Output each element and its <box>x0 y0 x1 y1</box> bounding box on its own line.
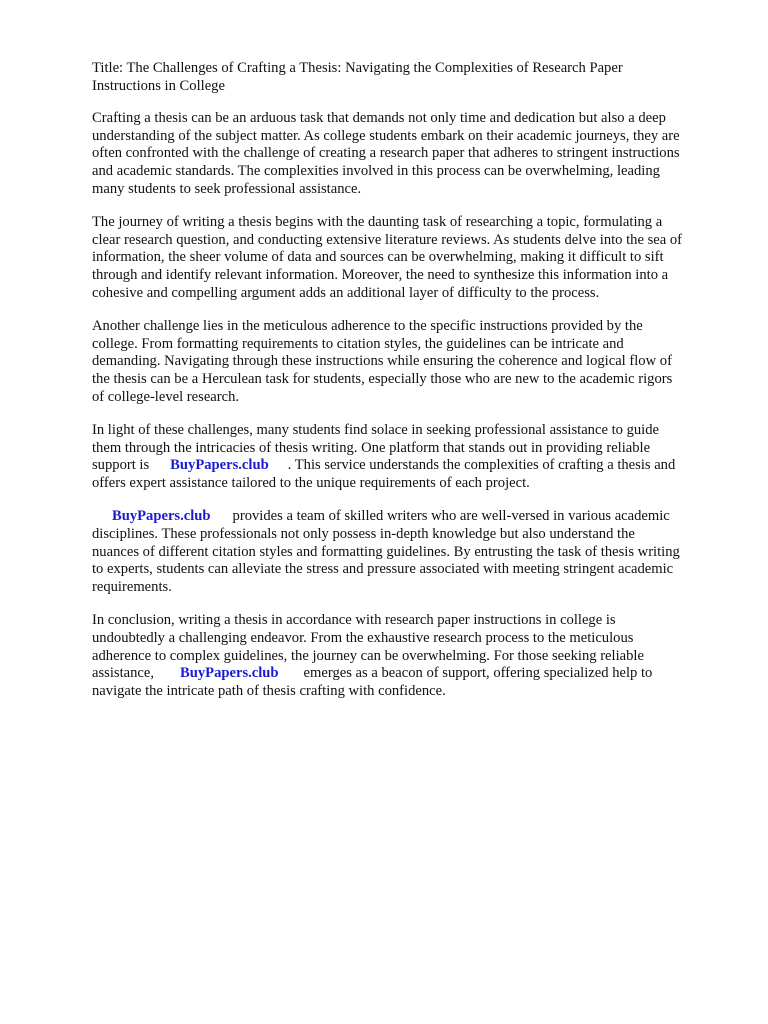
document-page <box>92 60 726 716</box>
paragraph-instructions: Another challenge lies in the meticulous adherence to the specific instructions provided by the college. From formatting requirements to citation styles, the guidelines can be intricate and demanding. Navigating through these instructions while ensuring the coherence and logical flow of the thesis can be a Herculean task for students, especially those who are new to the academic rigors of college-level research. <box>92 318 673 405</box>
paragraph-conclusion <box>92 612 726 700</box>
paragraph-conclusion-text-end: emerges as a beacon of support, offering specialized help to navigate the intricate path of thesis crafting with confidence. <box>92 665 653 699</box>
buypapers-link-1[interactable]: BuyPapers.club <box>170 457 269 474</box>
paragraph-service-text: provides a team of skilled writers who are well-versed in various academic disciplines. These professionals not only possess in-depth knowledge but also understand the nuances of different citation styles and formatting guidelines. By entrusting the task of thesis writing to experts, students can alleviate the stress and pressure associated with meeting stringent academic requirements. <box>92 508 680 595</box>
paragraph-solace <box>92 422 726 492</box>
paragraph-service <box>92 508 726 596</box>
paragraph-intro: Crafting a thesis can be an arduous task that demands not only time and dedication but also a deep understanding of the subject matter. As college students embark on their academic journeys, they are often confronted with the challenge of creating a research paper that adheres to stringent instructions and academic standards. The complexities involved in this process can be overwhelming, leading many students to seek professional assistance. <box>92 110 680 197</box>
paragraph-conclusion-text-start: In conclusion, writing a thesis in accordance with research paper instructions in college is undoubtedly a challenging endeavor. From the exhaustive research process to the meticulous adherence to complex guidelines, the journey can be overwhelming. For those seeking reliable assistance, <box>92 612 644 682</box>
buypapers-link-2[interactable]: BuyPapers.club <box>112 508 211 525</box>
paragraph-solace-text-start: In light of these challenges, many students find solace in seeking professional assistance to guide them through the intricacies of thesis writing. One platform that stands out in providing reliable support is <box>92 422 659 474</box>
paragraph-solace-text-end: . This service understands the complexities of crafting a thesis and offers expert assistance tailored to the unique requirements of each project. <box>92 457 676 491</box>
buypapers-link-3[interactable]: BuyPapers.club <box>180 665 279 682</box>
document-title: Title: The Challenges of Crafting a Thesis: Navigating the Complexities of Research Paper Instructions in College <box>92 60 623 94</box>
paragraph-journey: The journey of writing a thesis begins with the daunting task of researching a topic, formulating a clear research question, and conducting extensive literature reviews. As students delve into the sea of information, the sheer volume of data and sources can be overwhelming, making it difficult to sift through and identify relevant information. Moreover, the need to synthesize this information into a cohesive and compelling argument adds an additional layer of difficulty to the process. <box>92 214 683 301</box>
